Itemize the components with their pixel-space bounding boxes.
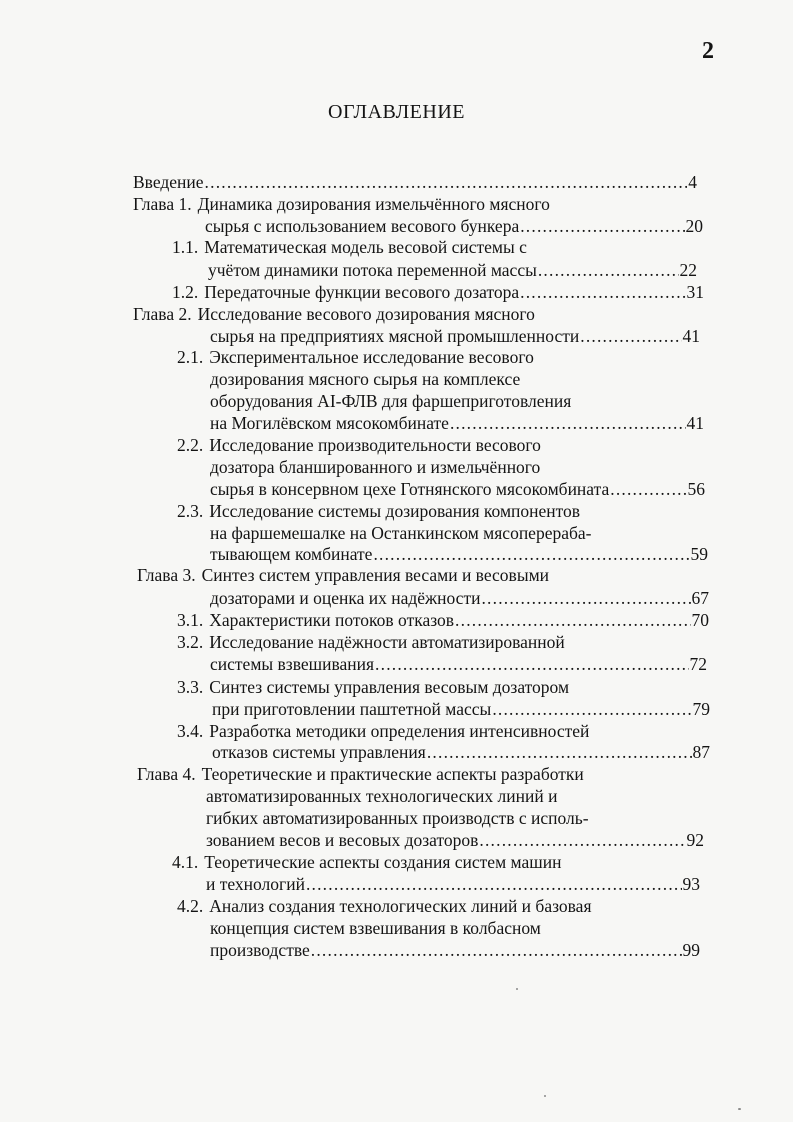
- toc-page-number: 4: [688, 172, 697, 192]
- toc-line: [177, 895, 592, 917]
- toc-line: [177, 676, 569, 698]
- dot-leader: [520, 215, 684, 237]
- toc-entry-title: при приготовлении паштетной массы: [212, 699, 492, 719]
- dot-leader: [373, 543, 689, 565]
- toc-line: [205, 215, 703, 237]
- toc-entry-title: зованием весов и весовых дозаторов: [206, 830, 479, 850]
- dot-leader: [492, 698, 691, 720]
- toc-entry-title: на Могилёвском мясокомбинате: [210, 413, 449, 433]
- toc-entry-title: сырья на предприятиях мясной промышленности: [210, 326, 580, 346]
- toc-entry-number: 3.3.: [177, 677, 204, 697]
- toc-entry-title: оборудования АІ-ФЛВ для фаршеприготовления: [210, 391, 572, 411]
- toc-entry-number: 1.1.: [172, 237, 199, 257]
- toc-line: [172, 236, 527, 258]
- toc-entry-title: сырья в консервном цехе Готнянского мясокомбината: [210, 479, 610, 499]
- toc-entry-title: учётом динамики потока переменной массы: [208, 260, 537, 280]
- toc-entry-title: Экспериментальное исследование весового: [209, 347, 534, 367]
- page-title: ОГЛАВЛЕНИЕ: [328, 101, 465, 123]
- toc-page-number: 92: [686, 830, 704, 850]
- toc-line: [137, 564, 549, 586]
- toc-page-number: 41: [686, 413, 704, 433]
- dot-leader: [455, 609, 690, 631]
- toc-line: [210, 917, 541, 939]
- toc-entry-title: Синтез систем управления весами и весовыми: [201, 565, 550, 585]
- page-number: 2: [702, 38, 714, 64]
- toc-line: [210, 325, 700, 347]
- toc-entry-title: дозаторами и оценка их надёжности: [210, 588, 481, 608]
- dot-leader: [479, 829, 685, 851]
- toc-line: [206, 873, 700, 895]
- toc-entry-title: отказов системы управления: [212, 742, 426, 762]
- dot-leader: [610, 478, 686, 500]
- toc-entry-number: 2.2.: [177, 435, 204, 455]
- toc-line: [172, 851, 561, 873]
- toc-line: [206, 785, 557, 807]
- toc-entry-number: 2.1.: [177, 347, 204, 367]
- toc-line: [210, 412, 704, 434]
- toc-page-number: 67: [691, 588, 709, 608]
- toc-line: [208, 259, 697, 281]
- toc-entry-title: Передаточные функции весового дозатора: [204, 282, 520, 302]
- toc-entry-number: Глава 3.: [137, 565, 196, 585]
- toc-entry-title: Разработка методики определения интенсивностей: [209, 721, 590, 741]
- toc-line: [177, 500, 580, 522]
- toc-entry-title: Синтез системы управления весовым дозатором: [209, 677, 570, 697]
- dot-leader: [375, 653, 688, 675]
- toc-line: [137, 763, 584, 785]
- toc-line: [210, 587, 709, 609]
- toc-line: [210, 390, 571, 412]
- toc-entry-title: Математическая модель весовой системы с: [204, 237, 527, 257]
- toc-line: [133, 171, 697, 193]
- toc-entry-number: Глава 4.: [137, 764, 196, 784]
- toc-entry-title: Характеристики потоков отказов: [209, 610, 455, 630]
- dot-leader: [481, 587, 690, 609]
- toc-entry-title: производстве: [210, 940, 310, 960]
- dot-leader: [538, 259, 679, 281]
- toc-entry-title: Исследование весового дозирования мясного: [197, 304, 535, 324]
- toc-entry-title: Динамика дозирования измельчённого мясного: [197, 194, 550, 214]
- toc-line: [206, 807, 589, 829]
- toc-line: [206, 829, 704, 851]
- toc-entry-title: системы взвешивания: [210, 654, 375, 674]
- scan-speck: [516, 988, 518, 990]
- toc-page-number: 79: [692, 699, 710, 719]
- toc-page-number: 56: [687, 479, 705, 499]
- toc-entry-title: гибких автоматизированных производств с исполь-: [206, 808, 589, 828]
- toc-line: [210, 478, 705, 500]
- toc-entry-title: сырья с использованием весового бункера: [205, 216, 520, 236]
- toc-line: [133, 303, 535, 325]
- dot-leader: [311, 939, 682, 961]
- toc-line: [177, 609, 709, 631]
- toc-entry-title: Введение: [133, 172, 204, 192]
- toc-line: [210, 543, 708, 565]
- toc-entry-title: автоматизированных технологических линий и: [206, 786, 558, 806]
- toc-entry-number: 3.4.: [177, 721, 204, 741]
- toc-line: [133, 193, 550, 215]
- toc-entry-number: 4.2.: [177, 896, 204, 916]
- toc-page-number: 22: [679, 260, 697, 280]
- toc-line: [210, 522, 591, 544]
- toc-entry-number: 3.2.: [177, 632, 204, 652]
- toc-page-number: 70: [691, 610, 709, 630]
- toc-page-number: 31: [686, 282, 704, 302]
- toc-page-number: 59: [690, 544, 708, 564]
- toc-entry-title: Исследование системы дозирования компонентов: [209, 501, 581, 521]
- toc-line: [212, 741, 710, 763]
- toc-entry-title: Теоретические аспекты создания систем машин: [204, 852, 562, 872]
- dot-leader: [580, 325, 681, 347]
- toc-entry-title: концепция систем взвешивания в колбасном: [210, 918, 541, 938]
- toc-entry-title: Исследование надёжности автоматизированной: [209, 632, 565, 652]
- dot-leader: [306, 873, 682, 895]
- toc-line: [210, 939, 700, 961]
- dot-leader: [450, 412, 686, 434]
- toc-page-number: 20: [685, 216, 703, 236]
- toc-line: [177, 720, 589, 742]
- dot-leader: [520, 281, 685, 303]
- toc-entry-title: и технологий: [206, 874, 305, 894]
- scan-speck: [544, 1095, 546, 1097]
- toc-entry-title: дозирования мясного сырья на комплексе: [210, 369, 521, 389]
- toc-line: [212, 698, 710, 720]
- scan-speck: [738, 1108, 741, 1110]
- toc-line: [177, 346, 534, 368]
- toc-entry-title: Анализ создания технологических линий и базовая: [209, 896, 592, 916]
- toc-line: [210, 456, 540, 478]
- toc-entry-number: 3.1.: [177, 610, 204, 630]
- toc-line: [177, 434, 541, 456]
- dot-leader: [205, 171, 688, 193]
- toc-entry-number: Глава 1.: [133, 194, 192, 214]
- toc-entry-title: Теоретические и практические аспекты разработки: [201, 764, 584, 784]
- toc-line: [177, 631, 565, 653]
- toc-line: [210, 368, 520, 390]
- toc-entry-number: 4.1.: [172, 852, 199, 872]
- toc-page-number: 41: [682, 326, 700, 346]
- toc-entry-title: Исследование производительности весового: [209, 435, 541, 455]
- toc-entry-title: на фаршемешалке на Останкинском мясоперераба-: [210, 523, 592, 543]
- dot-leader: [427, 741, 692, 763]
- toc-page-number: 99: [682, 940, 700, 960]
- toc-line: [210, 653, 707, 675]
- toc-entry-number: 1.2.: [172, 282, 199, 302]
- toc-page-number: 93: [682, 874, 700, 894]
- toc-entry-title: тывающем комбинате: [210, 544, 373, 564]
- toc-page-number: 87: [692, 742, 710, 762]
- toc-page-number: 72: [689, 654, 707, 674]
- toc-entry-title: дозатора бланшированного и измельчённого: [210, 457, 541, 477]
- toc-entry-number: Глава 2.: [133, 304, 192, 324]
- toc-entry-number: 2.3.: [177, 501, 204, 521]
- toc-line: [172, 281, 704, 303]
